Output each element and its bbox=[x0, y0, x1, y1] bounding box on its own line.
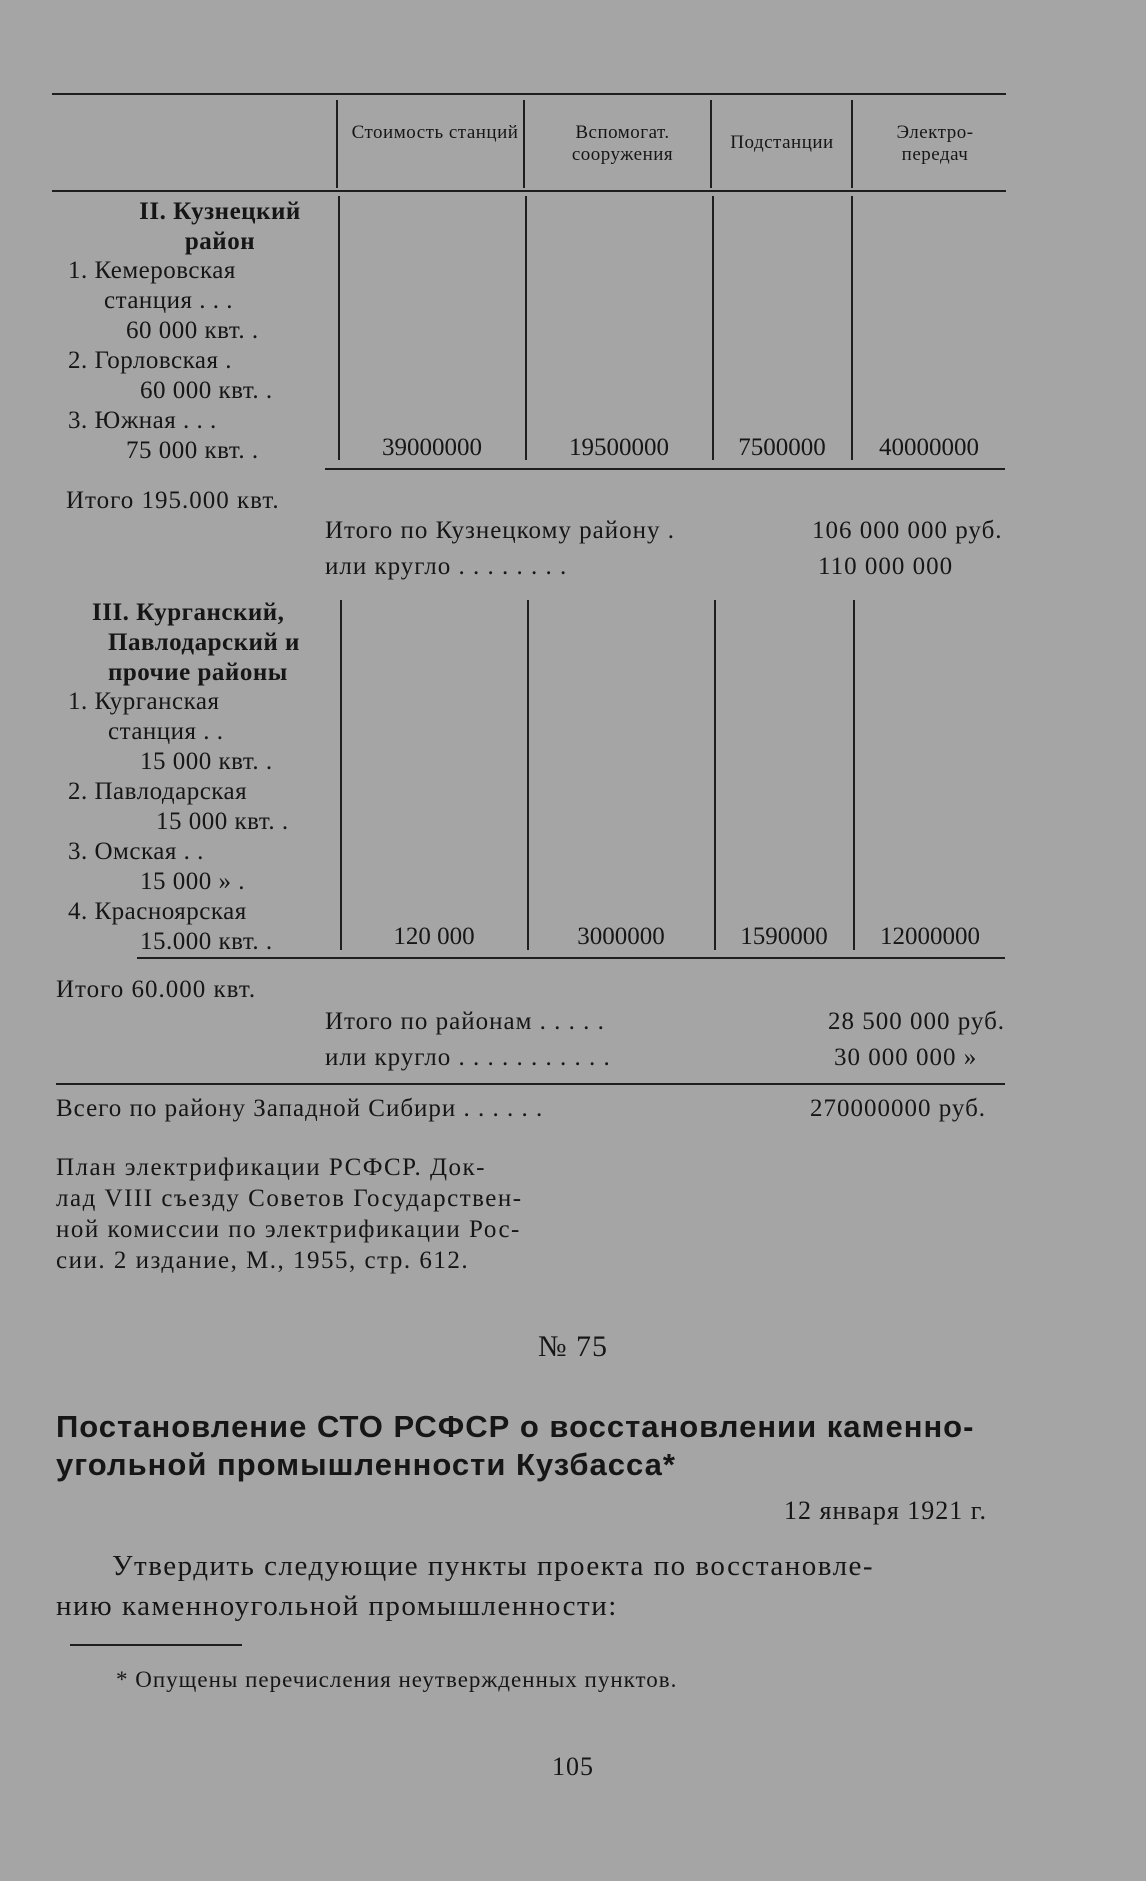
body-paragraph: нию каменноугольной промышленности: bbox=[56, 1590, 618, 1622]
source-citation: План электрификации РСФСР. Док- bbox=[56, 1154, 486, 1181]
body-paragraph: Утвердить следующие пункты проекта по восстановле- bbox=[112, 1550, 875, 1582]
row-label: 3. Омская . . bbox=[68, 838, 204, 865]
total-label: Итого по Кузнецкому району . bbox=[325, 517, 676, 544]
row-label: станция . . . bbox=[104, 287, 234, 314]
table-vline bbox=[714, 600, 716, 950]
column-header-auxiliary: Вспомогат. сооружения bbox=[571, 122, 674, 165]
value-auxiliary: 3000000 bbox=[577, 923, 665, 950]
column-header-transmission: Электро- передач bbox=[896, 122, 974, 165]
row-label: 4. Красноярская bbox=[68, 898, 247, 925]
table-vline bbox=[712, 196, 714, 460]
itogo-kvt: Итого 195.000 квт. bbox=[66, 487, 280, 514]
value-stations-cost: 120 000 bbox=[393, 923, 475, 950]
document-date: 12 января 1921 г. bbox=[784, 1496, 988, 1525]
round-label: или кругло . . . . . . . . bbox=[325, 553, 568, 580]
column-header-stations-cost: Стоимость станций bbox=[351, 122, 519, 143]
total-label: Итого по районам . . . . . bbox=[325, 1008, 605, 1035]
table-header-rule bbox=[52, 190, 1006, 192]
grand-total-rule bbox=[56, 1083, 1005, 1085]
value-substations: 7500000 bbox=[738, 434, 826, 461]
section-title-kurgan: Павлодарский и bbox=[108, 629, 300, 656]
total-value: 106 000 000 руб. bbox=[812, 517, 1003, 544]
table-vline bbox=[523, 100, 525, 188]
round-value: 30 000 000 » bbox=[834, 1044, 978, 1071]
table-vline bbox=[338, 196, 340, 460]
row-label: 60 000 квт. . bbox=[140, 377, 273, 404]
section-rule bbox=[137, 957, 1005, 959]
row-label: 1. Курганская bbox=[68, 688, 220, 715]
table-vline bbox=[527, 600, 529, 950]
round-label: или кругло . . . . . . . . . . . bbox=[325, 1044, 611, 1071]
row-label: 15 000 квт. . bbox=[140, 748, 273, 775]
grand-total-value: 270000000 руб. bbox=[810, 1095, 987, 1122]
footnote-rule bbox=[70, 1644, 242, 1646]
table-top-rule bbox=[52, 93, 1006, 95]
table-vline bbox=[340, 600, 342, 950]
row-label: станция . . bbox=[108, 718, 224, 745]
value-transmission: 12000000 bbox=[880, 923, 980, 950]
grand-total-label: Всего по району Западной Сибири . . . . . . bbox=[56, 1095, 544, 1122]
page-number: 105 bbox=[552, 1752, 594, 1781]
document-title: угольной промышленности Кузбасса* bbox=[56, 1447, 676, 1482]
value-substations: 1590000 bbox=[740, 923, 828, 950]
round-value: 110 000 000 bbox=[818, 553, 954, 580]
row-label: 15 000 квт. . bbox=[156, 808, 289, 835]
value-auxiliary: 19500000 bbox=[569, 434, 669, 461]
row-label: 1. Кемеровская bbox=[68, 257, 236, 284]
footnote: * Опущены перечисления неутвержденных пунктов. bbox=[116, 1667, 678, 1692]
column-header-substations: Подстанции bbox=[730, 132, 834, 153]
value-stations-cost: 39000000 bbox=[382, 434, 482, 461]
source-citation: сии. 2 издание, М., 1955, стр. 612. bbox=[56, 1247, 470, 1274]
source-citation: ной комиссии по электрификации Рос- bbox=[56, 1216, 521, 1243]
row-label: 75 000 квт. . bbox=[126, 437, 259, 464]
table-vline bbox=[851, 196, 853, 460]
table-vline bbox=[525, 196, 527, 460]
row-label: 3. Южная . . . bbox=[68, 407, 217, 434]
source-citation: лад VIII съезду Советов Государствен- bbox=[56, 1185, 523, 1212]
total-value: 28 500 000 руб. bbox=[828, 1008, 1006, 1035]
section-title-kuznetsk: II. Кузнецкий район bbox=[139, 198, 301, 255]
row-label: 2. Горловская . bbox=[68, 347, 233, 374]
table-vline bbox=[853, 600, 855, 950]
table-vline bbox=[336, 100, 338, 188]
document-title: Постановление СТО РСФСР о восстановлении каменно- bbox=[56, 1409, 975, 1444]
value-transmission: 40000000 bbox=[879, 434, 979, 461]
document-number: № 75 bbox=[537, 1330, 609, 1363]
section-rule bbox=[325, 468, 1005, 470]
row-label: 60 000 квт. . bbox=[126, 317, 259, 344]
row-label: 2. Павлодарская bbox=[68, 778, 248, 805]
section-title-kurgan: прочие районы bbox=[108, 659, 288, 686]
itogo-kvt: Итого 60.000 квт. bbox=[56, 976, 257, 1003]
row-label: 15 000 » . bbox=[140, 868, 245, 895]
row-label: 15.000 квт. . bbox=[140, 928, 273, 955]
section-title-kurgan: III. Курганский, bbox=[92, 599, 285, 626]
